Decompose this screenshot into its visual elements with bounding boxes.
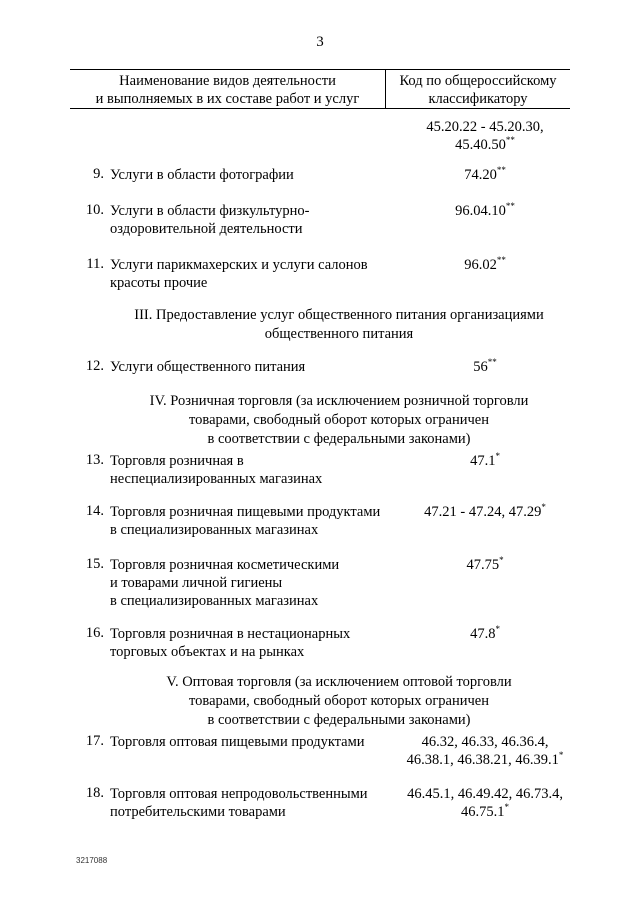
classifier-code — [395, 556, 575, 574]
row-number: 9. — [93, 166, 104, 182]
footnote-mark: ** — [505, 135, 515, 146]
section-heading-line: товарами, свободный оборот которых ограничен — [189, 693, 489, 709]
section-heading — [104, 306, 574, 344]
section-heading-line: общественного питания — [264, 326, 414, 342]
activity-name — [110, 166, 390, 184]
footnote-mark: * — [558, 750, 564, 761]
code-line: 96.04.10** — [455, 201, 515, 219]
code-line: 46.45.1, 46.49.42, 46.73.4, — [407, 786, 563, 802]
row-number: 11. — [86, 256, 104, 272]
activity-name-line: неспециализированных магазинах — [110, 471, 323, 487]
code-line: 46.32, 46.33, 46.36.4, — [421, 734, 549, 750]
row-number: 10. — [85, 202, 104, 218]
footnote-mark: ** — [487, 357, 497, 368]
classifier-code — [395, 166, 575, 184]
activity-name-line: Торговля оптовая непродовольственными — [110, 786, 368, 802]
header-activity-name: Наименование видов деятельности и выполняемых в их составе работ и услуг — [95, 73, 360, 107]
activity-name-line: Торговля оптовая пищевыми продуктами — [110, 734, 365, 750]
activity-name-line: Торговля розничная косметическими — [110, 557, 340, 573]
activity-name — [110, 785, 390, 821]
activity-name-line: Торговля розничная пищевыми продуктами — [110, 504, 381, 520]
activity-name — [110, 503, 390, 539]
activity-name — [110, 202, 390, 238]
document-id: 3217088 — [76, 856, 108, 865]
code-line: 46.75.1* — [461, 802, 509, 820]
activity-name-line: в специализированных магазинах — [110, 522, 319, 538]
classifier-code — [395, 358, 575, 376]
activity-name-line: торговых объектах и на рынках — [110, 644, 305, 660]
activity-name — [110, 452, 390, 488]
activity-name-line: Услуги в области физкультурно- — [110, 203, 310, 219]
footnote-mark: * — [495, 624, 500, 635]
code-line: 47.1* — [470, 451, 500, 469]
footnote-mark: * — [541, 502, 546, 513]
classifier-code — [395, 202, 575, 220]
section-heading — [104, 673, 574, 730]
code-line: 47.75* — [466, 555, 504, 573]
row-number: 14. — [85, 503, 104, 519]
table-top-rule — [70, 69, 570, 70]
activity-name-line: Услуги общественного питания — [110, 359, 306, 375]
activity-name-line: Услуги в области фотографии — [110, 167, 294, 183]
footnote-mark: ** — [496, 165, 506, 176]
activity-name-line: Торговля розничная в нестационарных — [110, 626, 351, 642]
activity-name-line: Торговля розничная в — [110, 453, 244, 469]
activity-name — [110, 625, 390, 661]
classifier-code — [395, 733, 575, 769]
code-line: 47.21 - 47.24, 47.29* — [424, 502, 546, 520]
row-number: 18. — [85, 785, 104, 801]
footnote-mark: * — [495, 451, 500, 462]
classifier-code — [395, 625, 575, 643]
section-heading-line: в соответствии с федеральными законами) — [207, 431, 471, 447]
code-line: 45.40.50** — [455, 135, 515, 153]
row-number: 15. — [85, 556, 104, 572]
classifier-code — [395, 503, 575, 521]
footnote-mark: ** — [496, 255, 506, 266]
activity-name-line: Услуги парикмахерских и услуги салонов — [110, 257, 368, 273]
row-number: 12. — [85, 358, 104, 374]
activity-name — [110, 358, 390, 376]
section-heading-line: V. Оптовая торговля (за исключением оптовой торговли — [166, 674, 512, 690]
page-number: 3 — [316, 34, 324, 50]
activity-name-line: в специализированных магазинах — [110, 593, 319, 609]
footnote-mark: * — [499, 555, 504, 566]
section-heading-line: III. Предоставление услуг общественного питания организациями — [134, 307, 544, 323]
code-line: 45.20.22 - 45.20.30, — [426, 119, 544, 135]
code-line: 46.38.1, 46.38.21, 46.39.1* — [406, 750, 564, 768]
code-line: 47.8* — [470, 624, 500, 642]
table-header-bottom-rule — [70, 108, 570, 109]
row-number: 17. — [85, 733, 104, 749]
header-classifier-code: Код по общероссийскому классификатору — [399, 73, 557, 107]
code-line: 96.02** — [464, 255, 506, 273]
activity-name — [110, 733, 390, 751]
footnote-mark: * — [504, 802, 509, 813]
section-heading — [104, 392, 574, 449]
section-heading-line: в соответствии с федеральными законами) — [207, 712, 471, 728]
row-number: 13. — [85, 452, 104, 468]
classifier-code — [395, 256, 575, 274]
classifier-code — [395, 118, 575, 154]
activity-name — [110, 556, 390, 610]
section-heading-line: IV. Розничная торговля (за исключением розничной торговли — [149, 393, 529, 409]
classifier-code — [395, 785, 575, 821]
code-line: 56** — [473, 357, 497, 375]
activity-name — [110, 256, 390, 292]
activity-name-line: потребительскими товарами — [110, 804, 286, 820]
code-line: 74.20** — [464, 165, 506, 183]
footnote-mark: ** — [505, 201, 515, 212]
row-number: 16. — [85, 625, 104, 641]
activity-name-line: и товарами личной гигиены — [110, 575, 283, 591]
activity-name-line: красоты прочие — [110, 275, 208, 291]
activity-name-line: оздоровительной деятельности — [110, 221, 303, 237]
classifier-code — [395, 452, 575, 470]
section-heading-line: товарами, свободный оборот которых ограничен — [189, 412, 489, 428]
